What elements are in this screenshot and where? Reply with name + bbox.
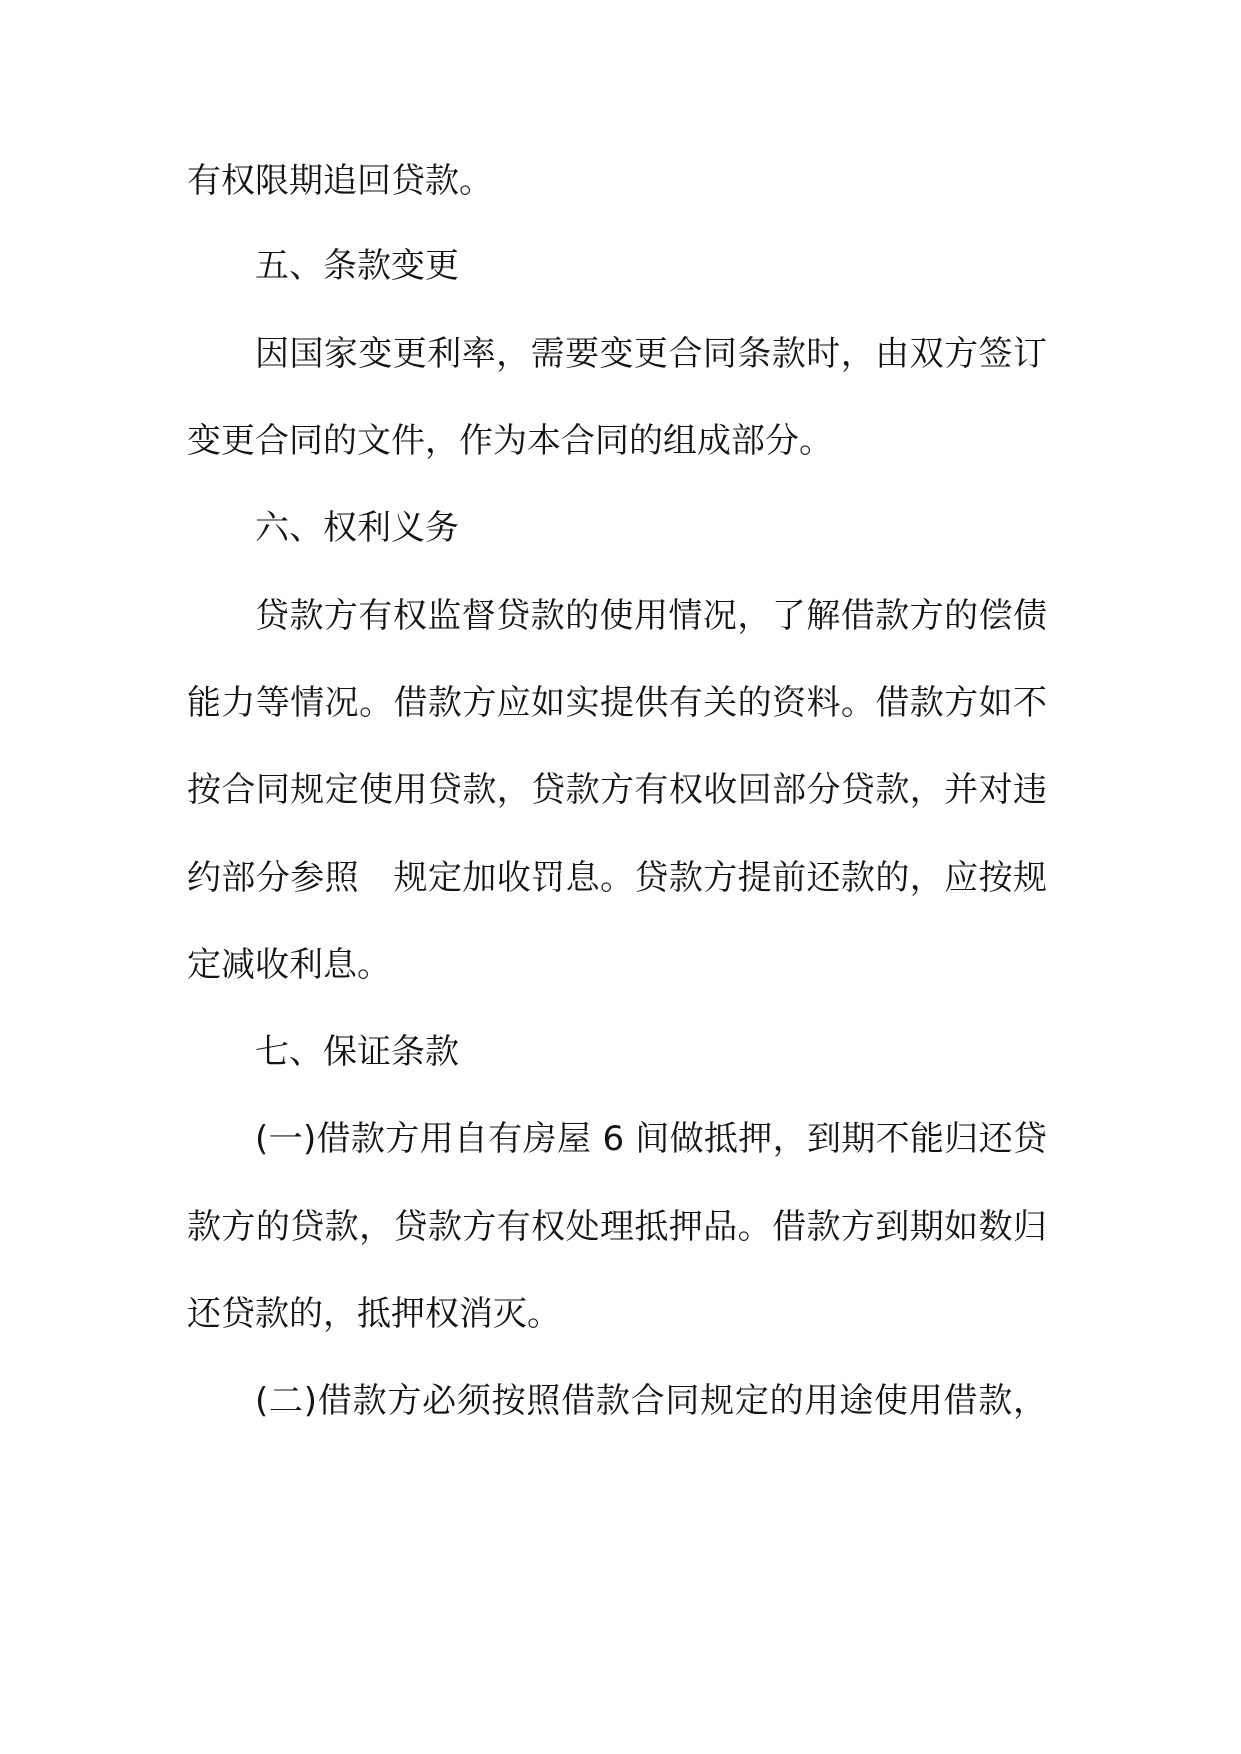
paragraph-line: 贷款方有权监督贷款的使用情况，了解借款方的偿债 [255, 596, 1047, 636]
paragraph-line: (一)借款方用自有房屋 6 间做抵押，到期不能归还贷 [255, 1119, 1047, 1159]
paragraph-line: 按合同规定使用贷款，贷款方有权收回部分贷款，并对违 [187, 770, 1047, 810]
paragraph-line: 因国家变更利率，需要变更合同条款时，由双方签订 [255, 334, 1047, 374]
paragraph-line: 定减收利息。 [187, 945, 391, 985]
paragraph-line: 有权限期追回贷款。 [187, 161, 493, 201]
paragraph-line: 约部分参照 规定加收罚息。贷款方提前还款的，应按规 [187, 858, 1047, 898]
section-heading: 七、保证条款 [255, 1032, 459, 1072]
section-heading: 五、条款变更 [255, 246, 459, 286]
paragraph-line: 变更合同的文件，作为本合同的组成部分。 [187, 421, 833, 461]
paragraph-line: 能力等情况。借款方应如实提供有关的资料。借款方如不 [187, 683, 1047, 723]
paragraph-line: 还贷款的，抵押权消灭。 [187, 1294, 561, 1334]
section-heading: 六、权利义务 [255, 508, 459, 548]
paragraph-line: (二)借款方必须按照借款合同规定的用途使用借款， [255, 1381, 1047, 1421]
paragraph-line: 款方的贷款，贷款方有权处理抵押品。借款方到期如数归 [187, 1207, 1047, 1247]
